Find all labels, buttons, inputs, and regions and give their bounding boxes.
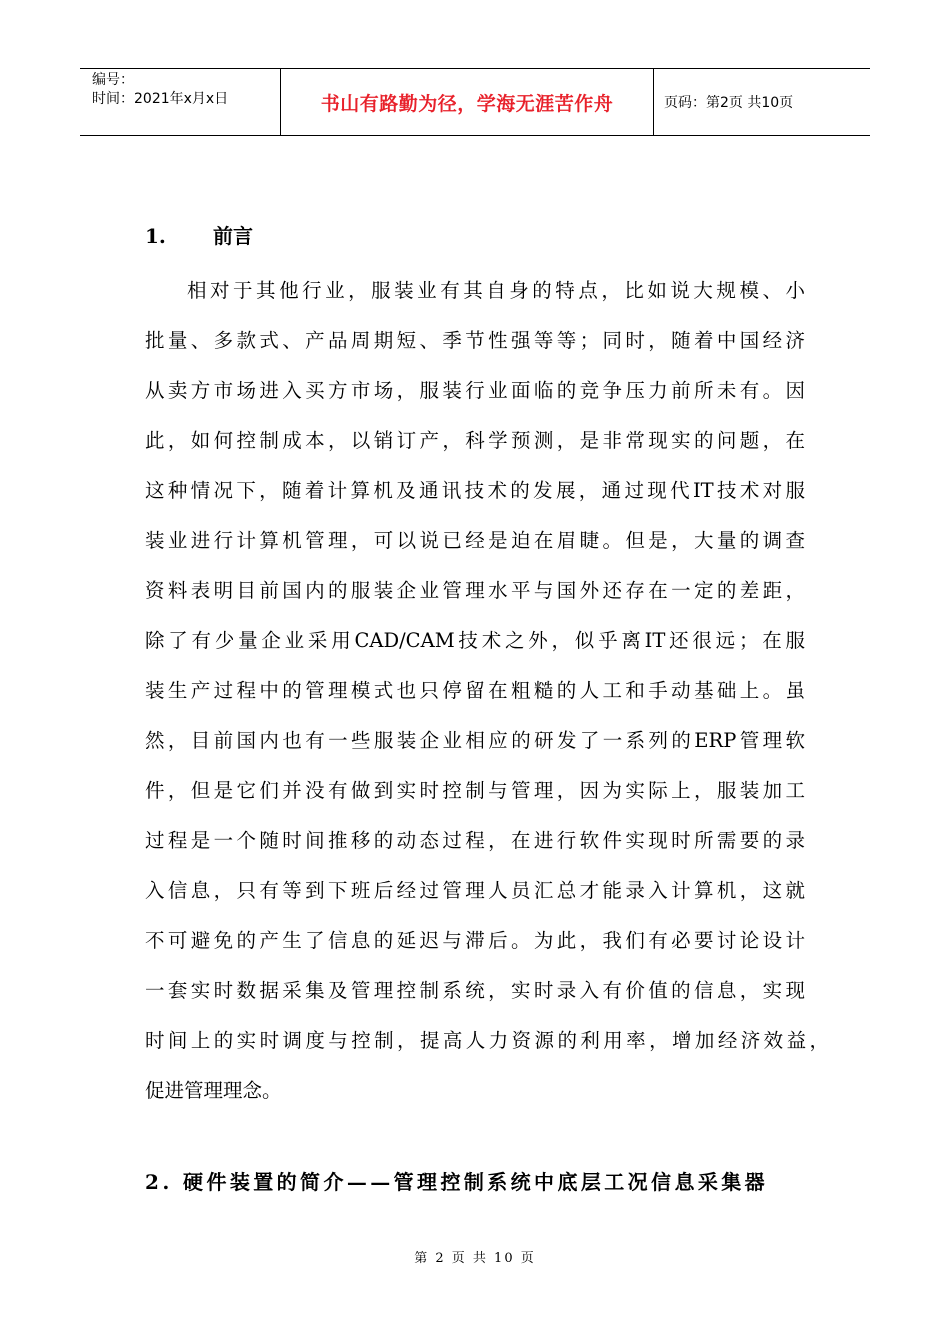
paragraph-line: 除了有少量企业采用CAD/CAM技术之外，似乎离IT还很远；在服 — [145, 629, 805, 652]
paragraph-line: 件，但是它们并没有做到实时控制与管理，因为实际上，服装加工 — [145, 779, 805, 802]
paragraph-line: 批量、多款式、产品周期短、季节性强等等；同时，随着中国经济 — [145, 329, 805, 352]
document-time-label: 时间：2021年x月x日 — [92, 91, 229, 107]
paragraph-line: 装生产过程中的管理模式也只停留在粗糙的人工和手动基础上。虽 — [145, 679, 805, 702]
header-page-label: 页码：第2页 共10页 — [664, 95, 794, 111]
header-meta-cell — [80, 69, 281, 135]
paragraph-line: 资料表明目前国内的服装企业管理水平与国外还存在一定的差距， — [145, 579, 805, 602]
header-motto: 书山有路勤为径，学海无涯苦作舟 — [320, 92, 614, 115]
document-number-label: 编号： — [92, 72, 134, 88]
header-page-cell — [654, 69, 870, 135]
paragraph-line: 从卖方市场进入买方市场，服装行业面临的竞争压力前所未有。因 — [145, 379, 805, 402]
paragraph-line: 一套实时数据采集及管理控制系统，实时录入有价值的信息，实现 — [145, 979, 805, 1002]
paragraph-line: 装业进行计算机管理，可以说已经是迫在眉睫。但是，大量的调查 — [145, 529, 805, 552]
paragraph-line: 相对于其他行业，服装业有其自身的特点，比如说大规模、小 — [187, 279, 805, 302]
page-header — [80, 68, 870, 136]
paragraph-line: 时间上的实时调度与控制，提高人力资源的利用率，增加经济效益， — [145, 1029, 829, 1052]
paragraph-line: 入信息，只有等到下班后经过管理人员汇总才能录入计算机，这就 — [145, 879, 805, 902]
section-1-heading — [145, 220, 253, 249]
paragraph-line: 此，如何控制成本，以销订产，科学预测，是非常现实的问题，在 — [145, 429, 805, 452]
paragraph-line: 促进管理理念。 — [145, 1079, 282, 1102]
page-footer: 第 2 页 共 10 页 — [414, 1251, 536, 1266]
paragraph-line: 不可避免的产生了信息的延迟与滞后。为此，我们有必要讨论设计 — [145, 929, 805, 952]
introduction-paragraph — [145, 266, 829, 1116]
paragraph-line: 过程是一个随时间推移的动态过程，在进行软件实现时所需要的录 — [145, 829, 805, 852]
header-motto-cell — [281, 69, 654, 135]
section-2-heading: 2. 硬件装置的简介——管理控制系统中底层工况信息采集器 — [145, 1170, 769, 1194]
paragraph-line: 这种情况下，随着计算机及通讯技术的发展，通过现代IT技术对服 — [145, 479, 805, 502]
section-1-title: 前言 — [213, 224, 253, 248]
section-1-number: 1. — [145, 224, 166, 248]
paragraph-line: 然，目前国内也有一些服装企业相应的研发了一系列的ERP管理软 — [145, 729, 805, 752]
